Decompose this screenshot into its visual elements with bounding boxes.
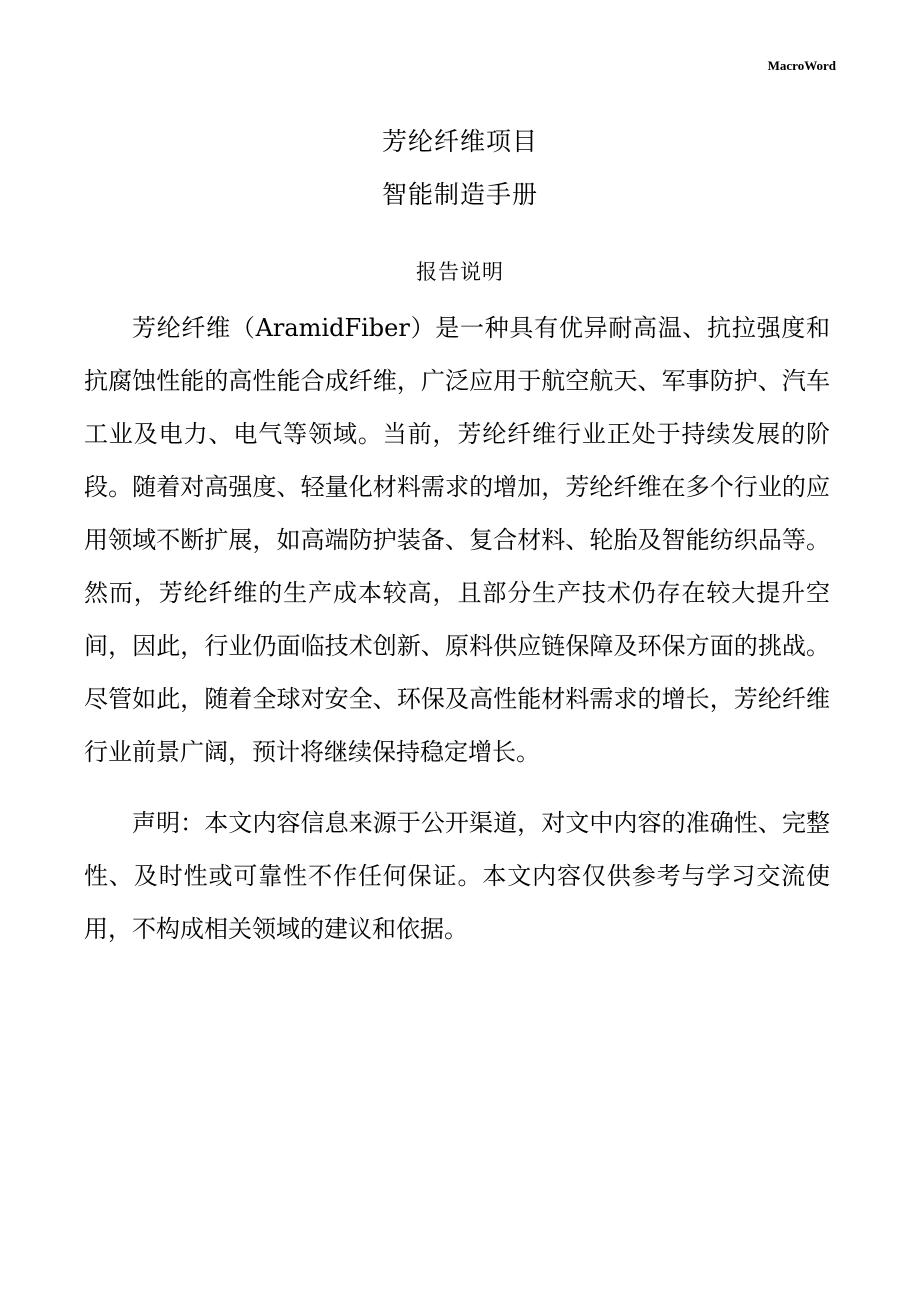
header-brand: MacroWord (767, 58, 836, 73)
document-title-line-2: 智能制造手册 (381, 180, 538, 209)
section-heading: 报告说明 (416, 260, 504, 284)
body-paragraph-disclaimer: 声明：本文内容信息来源于公开渠道，对文中内容的准确性、完整性、及时性或可靠性不作任何保证。本文内容仅供参考与学习交流使用，不构成相关领域的建议和依据。 (84, 809, 830, 943)
document-title-line-1: 芳纶纤维项目 (381, 127, 538, 156)
body-paragraph-intro: 芳纶纤维（AramidFiber）是一种具有优异耐高温、抗拉强度和抗腐蚀性能的高性能合成纤维，广泛应用于航空航天、军事防护、汽车工业及电力、电气等领域。当前，芳纶纤维行业正处于持续发展的阶段。随着对高强度、轻量化材料需求的增加，芳纶纤维在多个行业的应用领域不断扩展，如高端防护装备、复合材料、轮胎及智能纺织品等。然而，芳纶纤维的生产成本较高，且部分生产技术仍存在较大提升空间，因此，行业仍面临技术创新、原料供应链保障及环保方面的挑战。尽管如此，随着全球对安全、环保及高性能材料需求的增长，芳纶纤维行业前景广阔，预计将继续保持稳定增长。 (84, 314, 830, 766)
